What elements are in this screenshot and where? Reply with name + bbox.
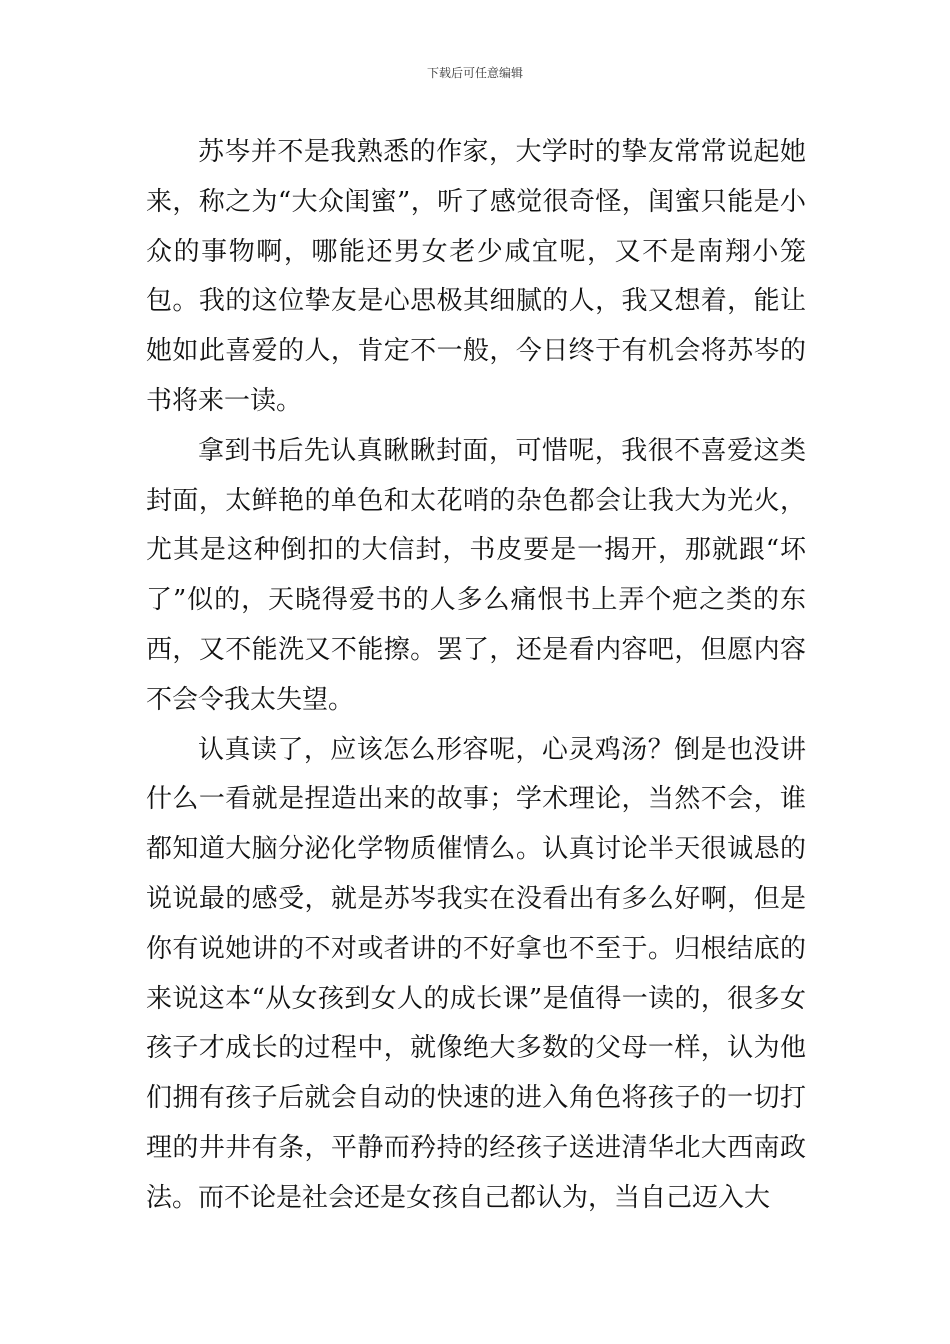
- paragraph-1: 苏岑并不是我熟悉的作家，大学时的挚友常常说起她来，称之为“大众闺蜜”，听了感觉很奇怪，闺蜜只能是小众的事物啊，哪能还男女老少咸宜呢，又不是南翔小笼包。我的这位挚友是心思极其细腻的人，我又想着，能让她如此喜爱的人，肯定不一般，今日终于有机会将苏岑的书将来一读。: [146, 137, 806, 416]
- paragraph-2: 拿到书后先认真瞅瞅封面，可惜呢，我很不喜爱这类封面，太鲜艳的单色和太花哨的杂色都会让我大为光火，尤其是这种倒扣的大信封，书皮要是一揭开，那就跟“坏了”似的，天晓得爱书的人多么痛恨书上弄个疤之类的东西，又不能洗又不能擦。罢了，还是看内容吧，但愿内容不会令我太失望。: [146, 435, 806, 715]
- paragraph-3: 认真读了，应该怎么形容呢，心灵鸡汤？倒是也没讲什么一看就是捏造出来的故事；学术理论，当然不会，谁都知道大脑分泌化学物质催情么。认真讨论半天很诚恳的说说最的感受，就是苏岑我实在没看出有多么好啊，但是你有说她讲的不对或者讲的不好拿也不至于。归根结底的来说这本“从女孩到女人的成长课”是值得一读的，很多女孩子才成长的过程中，就像绝大多数的父母一样，认为他们拥有孩子后就会自动的快速的进入角色将孩子的一切打理的井井有条，平静而矜持的经孩子送进清华北大西南政法。而不论是社会还是女孩自己都认为，当自己迈入大: [146, 734, 806, 1213]
- body-text: [146, 128, 806, 1224]
- page-header: 下载后可任意编辑: [426, 66, 523, 80]
